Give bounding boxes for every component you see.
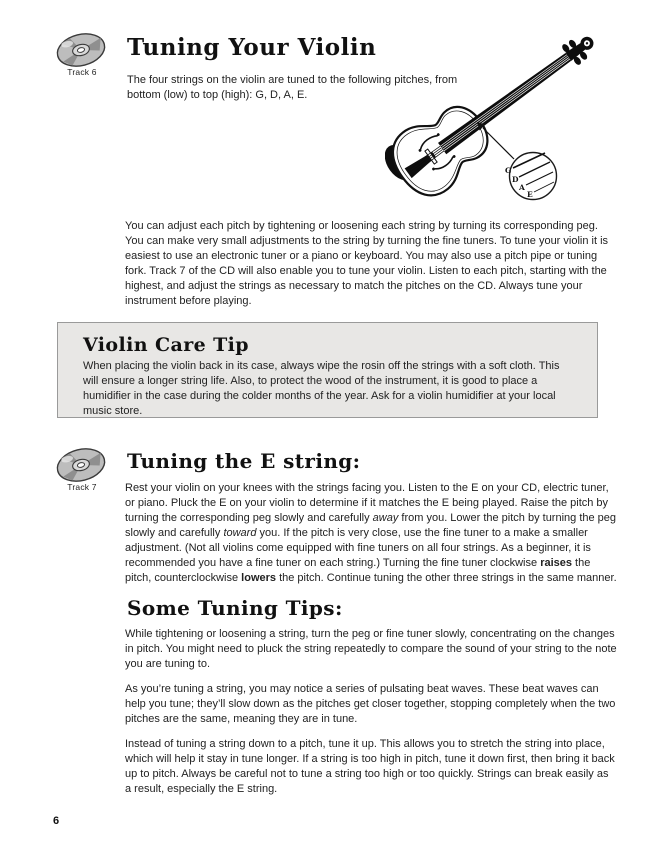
tip-paragraph-2: As you’re tuning a string, you may notice a series of pulsating beat waves. These beat waves can help you tune; they’ll slow down as the pitches get closer together, stopping completely when the two pitches are the same, meaning they are in tune. [125, 683, 616, 725]
track-7-marker [51, 446, 113, 492]
track-label: Track 7 [67, 482, 97, 492]
violin-diagram-svg [385, 26, 648, 220]
tip-paragraph-1: While tightening or loosening a string, turn the peg or fine tuner slowly, concentrating on the changes in pitch. You might need to pluck the string repeatedly to compare the sound of your string to the note you are tuning to. [125, 628, 617, 670]
track-6-marker [51, 31, 113, 77]
e-string-paragraph [125, 481, 617, 586]
cd-icon [53, 31, 111, 69]
e-string-text: from you. Lower the pitch by turning the peg slowly and carefully [125, 512, 617, 539]
page-title: Tuning Your Violin [127, 34, 377, 61]
e-string-text: you. If the pitch is very close, use the fine tuner to a make a smaller adjustment. (Not all violins come equipped with fine tuners on all four strings. As a beginner, it is recommended you have a fine tuner on each string.) Turning the fine tuner clockwise [125, 527, 591, 569]
care-tip-title: Violin Care Tip [83, 334, 249, 356]
tuning-tips-section [125, 627, 617, 807]
e-string-italic-toward: toward [223, 527, 257, 539]
string-label-a: A [519, 183, 525, 192]
page-number: 6 [53, 815, 60, 827]
string-label-g: G [505, 166, 512, 175]
violin-care-tip-box [57, 322, 598, 418]
cd-icon [53, 446, 111, 484]
e-string-italic-away: away [372, 512, 399, 524]
e-string-text: the pitch. Continue tuning the other three strings in the same manner. [276, 572, 617, 584]
e-string-bold-raises: raises [540, 557, 572, 569]
string-label-d: D [512, 175, 519, 184]
string-label-e: E [527, 190, 533, 199]
e-string-title: Tuning the E string: [127, 449, 361, 473]
tuning-paragraph: You can adjust each pitch by tightening or loosening each string by turning its corresponding peg. You can make very small adjustments to the string by turning the fine tuners. To tune your violin it is easiest to use an electronic tuner or a piano or keyboard. You may also use a pitch pipe or tuning fork. Track 7 of the CD will also enable you to tune your violin. Listen to each pitch, starting with the highest, and adjust the strings as necessary to match the pitches on the CD. Always tune your instrument before playing. [125, 220, 609, 307]
track-label: Track 6 [67, 67, 97, 77]
e-string-text: the pitch, counterclockwise [125, 557, 591, 584]
intro-paragraph: The four strings on the violin are tuned to the following pitches, from bottom (low) to top (high): G, D, A, E. [127, 74, 458, 101]
e-string-bold-lowers: lowers [241, 572, 277, 584]
violin-illustration [385, 26, 648, 220]
tuning-tips-title: Some Tuning Tips: [127, 596, 343, 620]
string-magnifier [505, 153, 557, 200]
care-tip-body: When placing the violin back in its case, always wipe the rosin off the strings with a soft cloth. This will ensure a longer string life. Also, to protect the wood of the instrument, it is good to place a humidifier in the case during the colder months of the year. Ask for a violin humidifier at your local music store. [83, 360, 560, 417]
tip-paragraph-3: Instead of tuning a string down to a pitch, tune it up. This allows you to stretch the string into place, which will help it stay in tune longer. If a string is too high in pitch, tune it down first, then bring it back up to pitch. Always be careful not to tune a string too high or too quickly. Strings can break easily as a result, especially the E string. [125, 738, 615, 795]
e-string-text: Rest your violin on your knees with the strings facing you. Listen to the E on your CD, electric tuner, or piano. Pluck the E on your violin to determine if it matches the E being played. Raise the pitch by turning the corresponding peg slowly and carefully [125, 482, 609, 524]
